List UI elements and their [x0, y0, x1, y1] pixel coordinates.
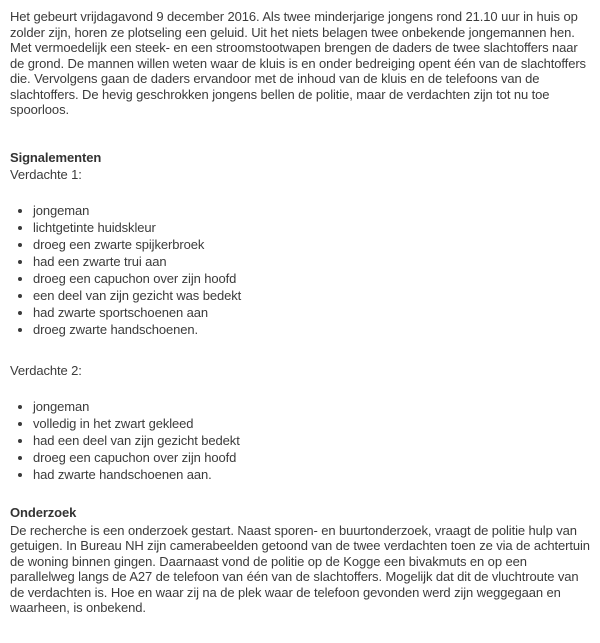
onderzoek-heading: Onderzoek	[10, 504, 77, 520]
suspect1-trait-item: • droeg een zwarte spijkerbroek	[33, 236, 590, 253]
suspect1-trait-item: • jongeman	[33, 202, 590, 219]
suspect1-trait-item: • lichtgetinte huidskleur	[33, 219, 590, 236]
suspect2-trait-item: • jongeman	[33, 398, 590, 415]
suspect1-trait-item: • droeg zwarte handschoenen.	[33, 321, 590, 338]
suspect2-trait-item: • had zwarte handschoenen aan.	[33, 466, 590, 483]
suspect1-trait-list	[10, 202, 590, 338]
signalementen-heading: Signalementen	[10, 149, 102, 165]
suspect1-trait-item: • een deel van zijn gezicht was bedekt	[33, 287, 590, 304]
suspect1-trait-item: • droeg een capuchon over zijn hoofd	[33, 270, 590, 287]
suspect2-label: Verdachte 2:	[10, 362, 82, 378]
suspect2-trait-item: • had een deel van zijn gezicht bedekt	[33, 432, 590, 449]
suspect2-trait-item: • droeg een capuchon over zijn hoofd	[33, 449, 590, 466]
onderzoek-paragraph: De recherche is een onderzoek gestart. Naast sporen- en buurtonderzoek, vraagt de politie hulp van getuigen. In Bureau NH zijn camerabeelden getoond van de twee verdachten toen ze via de achtertuin de woning binnen gingen. Daarnaast vond de politie op de Kogge een bivakmuts en op een parallelweg langs de A27 de telefoon van één van de slachtoffers. Mogelijk dat dit de vluchtroute van de verdachten is. Hoe en waar zij na de plek waar de telefoon gevonden werd zijn weggegaan en waarheen, is onbekend.	[10, 522, 590, 615]
suspect2-trait-item: • volledig in het zwart gekleed	[33, 415, 590, 432]
suspect1-label: Verdachte 1:	[10, 166, 82, 182]
suspect2-trait-list	[10, 398, 590, 483]
suspect1-trait-item: • had zwarte sportschoenen aan	[33, 304, 590, 321]
suspect1-trait-item: • had een zwarte trui aan	[33, 253, 590, 270]
intro-paragraph: Het gebeurt vrijdagavond 9 december 2016. Als twee minderjarige jongens rond 21.10 uur in huis op zolder zijn, horen ze plotseling een geluid. Uit het niets belagen twee onbekende jongemannen hen. Met vermoedelijk een steek- en een stroomstootwapen brengen de daders de twee slachtoffers naar de grond. De mannen willen weten waar de kluis is en onder bedreiging opent één van de slachtoffers die. Vervolgens gaan de daders ervandoor met de inhoud van de kluis en de telefoons van de slachtoffers. De hevig geschrokken jongens bellen de politie, maar de verdachten zijn tot nu toe spoorloos.	[10, 9, 586, 117]
